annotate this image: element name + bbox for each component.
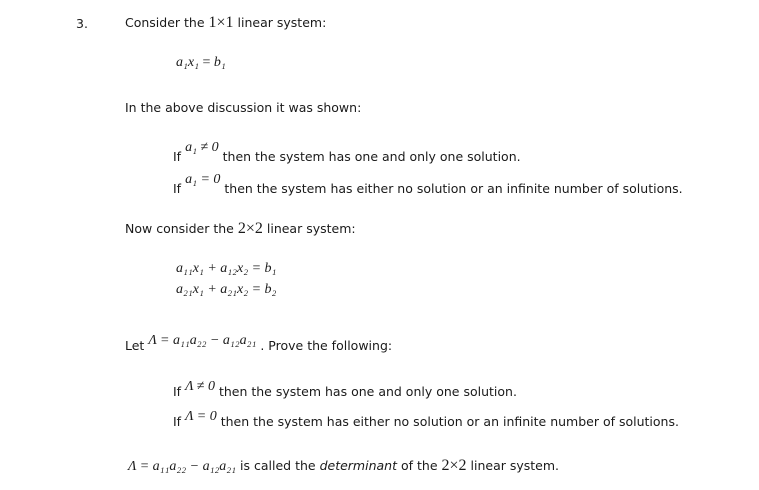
intro-before: Consider the (125, 15, 205, 30)
lambda-definition: Λ = a₁₁a₂₂ − a₁₂a₂₁ (148, 333, 257, 348)
intro2-before: Now consider the (125, 221, 234, 236)
case-1 (173, 139, 521, 164)
case-3 (173, 378, 517, 399)
system-row-2: a₂₁x₁ + a₂₁x₂ = b₂ (176, 282, 277, 297)
determinant-term: determinant (319, 458, 397, 473)
system-row-1: a₁₁x₁ + a₁₂x₂ = b₁ (176, 261, 277, 276)
case1-condition: a₁ ≠ 0 (185, 140, 219, 155)
eq1-rhs: b₁ (213, 55, 226, 70)
final-before: is called the (240, 458, 316, 473)
intro-line (125, 14, 326, 32)
let-word: Let (125, 338, 145, 353)
case3-condition: Λ ≠ 0 (185, 379, 215, 394)
problem-number: 3. (76, 16, 88, 31)
let-line (125, 332, 393, 353)
final-dims: 2×2 (441, 457, 467, 474)
eq1-lhs: a₁x₁ (176, 55, 199, 70)
final-middle: of the (400, 458, 438, 473)
final-after: linear system. (470, 458, 560, 473)
case2-text: then the system has either no solution or an infinite number of solutions. (224, 181, 683, 196)
final-definition: Λ = a₁₁a₂₂ − a₁₂a₂₁ (128, 459, 237, 474)
case2-if: If (173, 181, 182, 196)
case4-condition: Λ = 0 (185, 409, 217, 424)
case4-if: If (173, 414, 182, 429)
case1-if: If (173, 149, 182, 164)
discussion-text: In the above discussion it was shown: (125, 100, 362, 115)
intro-dims: 1×1 (208, 14, 234, 31)
case-2 (173, 171, 683, 196)
eq1-equals: = (202, 55, 211, 70)
intro2-line (125, 220, 356, 238)
intro-after: linear system: (237, 15, 327, 30)
case4-text: then the system has either no solution or an infinite number of solutions. (220, 414, 679, 429)
equation-1x1 (176, 55, 226, 71)
case3-if: If (173, 384, 182, 399)
case1-text: then the system has one and only one solution. (222, 149, 521, 164)
intro2-after: linear system: (266, 221, 356, 236)
final-line (128, 457, 559, 475)
intro2-dims: 2×2 (237, 220, 263, 237)
let-after: . Prove the following: (260, 338, 393, 353)
case2-condition: a₁ = 0 (185, 172, 221, 187)
case-4 (173, 408, 679, 429)
case3-text: then the system has one and only one solution. (218, 384, 517, 399)
